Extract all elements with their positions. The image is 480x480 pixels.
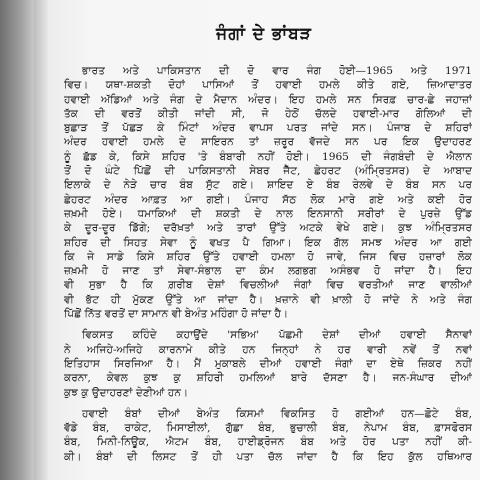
text-line: ਕੀ। ਬੰਬਾਂ ਦੀ ਲਿਸਟ ਤੋਂ ਹੀ ਪਤਾ ਚੱਲ ਜਾਂਦਾ ਹੈ ਕਿ ਇਹ ਕੁੱਲ ਹਥਿਆਰ (64, 450, 472, 463)
text-line: ਹਵਾਈ ਬੰਬਾਂ ਦੀਆਂ ਬੇਅੰਤ ਕਿਸਮਾਂ ਵਿਕਸਿਤ ਹੋ ਗਈਆਂ ਹਨ—ਛੋਟੇ ਬੰਬ, (82, 407, 472, 420)
text-line: ਕਿ ਜੇ ਸਾਡੇ ਕਿਸੇ ਸ਼ਹਿਰ ਉੱਤੇ ਹਵਾਈ ਹਮਲਾ ਹੋ ਜਾਵੇ, ਜਿਸ ਵਿਚ ਹਜ਼ਾਰਾਂ ਲੋਕ (64, 250, 472, 263)
facing-page-edge (0, 0, 34, 480)
paragraph (64, 328, 472, 399)
text-line: ਹਵਾਈ ਅੱਡਿਆਂ ਅਤੇ ਜੰਗ ਦੇ ਮੈਦਾਨ ਅੰਦਰ। ਇਹ ਹਮਲੇ ਸਨ ਸਿਰਫ਼ ਚਾਰ-ਛੇ ਜਹਾਜ਼ਾਂ (64, 93, 472, 106)
text-line: ਜ਼ਖ਼ਮੀ ਹੋ ਜਾਣ ਤਾਂ ਸੇਵਾ-ਸੰਭਾਲ ਦਾ ਕੰਮ ਲਗਭਗ ਅਸੰਭਵ ਹੋ ਜਾਂਦਾ ਹੈ। ਇਹ (64, 265, 472, 278)
text-line: ਵਿਕਸਤ ਕਹਿੰਦੇ ਕਹਾਉਂਦੇ 'ਸਭਿਅ' ਪੱਛਮੀ ਦੇਸ਼ਾਂ ਦੀਆਂ ਹਵਾਈ ਸੈਨਾਵਾਂ (82, 329, 472, 342)
text-line: ਵੱਡੇ ਬੰਬ, ਰਾਕੇਟ, ਮਿਸਾਈਲਾਂ, ਗੁੱਛਾ ਬੰਬ, ਭੁਚਾਲੀ ਬੰਬ, ਨੇਪਾਮ ਬੰਬ, ਫ਼ਾਸਫੋਰਸ (64, 422, 472, 435)
paragraph-gap (64, 400, 472, 407)
text-line: ਵਿਚ। ਯਥਾ-ਸ਼ਕਤੀ ਦੋਹਾਂ ਪਾਸਿਆਂ ਤੋਂ ਹਵਾਈ ਹਮਲੇ ਕੀਤੇ ਗਏ, ਜ਼ਿਆਦਾਤਰ (64, 79, 472, 92)
text-line: ਤੋਂ ਦੋ ਘੰਟੇ ਪਿੱਛੋਂ ਦੀ ਪਾਕਿਸਤਾਨੀ ਸੇਬਰ ਜੈੱਟ, ਛੇਹਰਟ (ਅੰਮ੍ਰਿਤਸਰ) ਦੇ ਆਬਾਦ (64, 165, 472, 178)
text-line: ਇਲਾਕੇ ਦੇ ਨੇੜੇ ਚਾਰ ਬੰਬ ਸੁੱਟ ਗਏ। ਸ਼ਾਇਦ ਏ ਬੰਬ ਰੇਲਵੇ ਦੇ ਬੰਬ ਸਨ ਪਰ (64, 179, 472, 192)
text-line: ਇਤਿਹਾਸ ਸਿਰਜਿਆ ਹੈ। ਮੈਂ ਮੁਕਾਬਲੇ ਦੀਆਂ ਹਵਾਈ ਜੰਗਾਂ ਦਾ ਏਥੇ ਜ਼ਿਕਰ ਨਹੀਂ (64, 357, 472, 370)
text-line: ਕੇ ਦੂਰ-ਦੂਰ ਡਿੱਗੇ; ਦਰੱਖ਼ਤਾਂ ਅਤੇ ਤਾਰਾਂ ਉੱਤੇ ਅਟਕੇ ਵੇਖੇ ਗਏ। ਕੁਝ ਅੰਮ੍ਰਿਤਸਰ (64, 222, 472, 235)
text-line: ਨੂੰ ਛੱਡ ਕੇ, ਕਿਸੇ ਸ਼ਹਿਰ 'ਤੇ ਬੰਬਾਰੀ ਨਹੀਂ ਹੋਈ। 1965 ਦੀ ਜੰਗਬੰਦੀ ਦੇ ਐਲਾਨ (64, 150, 472, 163)
page-body-text (64, 64, 472, 464)
book-gutter (34, 0, 48, 480)
chapter-title: ਜੰਗਾਂ ਦੇ ਭਾਂਬੜ (216, 24, 312, 44)
text-line: ਅੰਦਰ ਹਵਾਈ ਹਮਲੇ ਦੇ ਸਾਇਰਨ ਤਾਂ ਜ਼ਰੂਰ ਵੱਜਦੇ ਸਨ ਪਰ ਇਕ ਉਦਾਹਰਣ (64, 136, 472, 149)
text-line: ਪਿੱਛੋਂ ਨਿੱਤ ਵਰਤੋਂ ਦਾ ਸਾਮਾਨ ਵੀ ਬੇਅੰਤ ਮਹਿੰਗਾ ਹੋ ਜਾਂਦਾ ਹੈ। (64, 308, 289, 321)
text-line: ਜ਼ਖ਼ਮੀ ਹੋਏ। ਧਮਾਕਿਆਂ ਦੀ ਸ਼ਕਤੀ ਦੇ ਨਾਲ ਇਨਸਾਨੀ ਸਰੀਰਾਂ ਦੇ ਪੁਰਜ਼ੇ ਉੱਡ (64, 207, 472, 220)
text-line: ਵੀ ਭੱਟ ਹੀ ਮੁੱਕਣ ਉੱਤੇ ਆ ਜਾਂਦਾ ਹੈ। ਖ਼ਜ਼ਾਨੇ ਵੀ ਖ਼ਾਲੀ ਹੋ ਜਾਂਦੇ ਨੇ ਅਤੇ ਜੰਗ (64, 293, 472, 306)
book-page (48, 0, 480, 480)
text-line: ਬੁਛਾੜ ਤੋਂ ਪੱਛੜ ਕੇ ਮਿੰਟਾਂ ਅੰਦਰ ਵਾਪਸ ਪਰਤ ਜਾਂਦੇ ਸਨ। ਪੰਜਾਬ ਦੇ ਸ਼ਹਿਰਾਂ (64, 122, 472, 135)
text-line: ਤੱਕ ਦੀ ਵਰਤੋਂ ਕੀਤੀ ਜਾਂਦੀ ਸੀ, ਜੋ ਹੇਠੋਂ ਚੱਲਦੇ ਹਵਾਈ-ਮਾਰ ਗੋਲਿਆਂ ਦੀ (64, 107, 472, 120)
text-line: ਕਰਨਾ, ਕੇਵਲ ਕੁਝ ਕੁ ਸ਼ਹਿਰੀ ਹਮਲਿਆਂ ਬਾਰੇ ਦੱਸਣਾ ਹੈ। ਜਨ-ਸੰਘਾਰ ਦੀਆਂ (64, 372, 472, 385)
text-line: ਨੇ ਅਜਿਹੇ-ਅਜਿਹੇ ਕਾਰਨਾਮੇ ਕੀਤੇ ਹਨ ਜਿਨ੍ਹਾਂ ਨੇ ਹਰ ਵਾਰੀ ਨਵੇਂ ਤੋਂ ਨਵਾਂ (64, 343, 472, 356)
text-line: ਛੇਹਰਟ ਅੰਦਰ ਆਫ਼ਤ ਆ ਗਈ। ਪੰਜਾਹ ਸੱਠ ਲੋਕ ਮਾਰੇ ਗਏ ਅਤੇ ਕਈ ਹੋਰ (64, 193, 472, 206)
paragraph (64, 407, 472, 464)
paragraph-gap (64, 321, 472, 328)
text-line: ਭਾਰਤ ਅਤੇ ਪਾਕਿਸਤਾਨ ਦੀ ਦੋ ਵਾਰ ਜੰਗ ਹੋਈ—1965 ਅਤੇ 1971 (82, 65, 472, 77)
text-line: ਸ਼ਹਿਰ ਦੀ ਸਿਹਤ ਸੇਵਾ ਨੂੰ ਵਖਤ ਪੈ ਗਿਆ। ਇਕ ਗੱਲ ਸਮਝ ਅੰਦਰ ਆ ਗਈ (64, 236, 472, 249)
paragraph (64, 64, 472, 321)
text-line: ਵੀ ਸੁਭਾ ਹੈ ਕਿ ਗ਼ਰੀਬ ਦੇਸ਼ਾਂ ਵਿਚਲੀਆਂ ਜੰਗਾਂ ਵਿਚ ਵਰਤੀਆਂ ਜਾਣ ਵਾਲੀਆਂ (64, 279, 472, 292)
text-line: ਬੰਬ, ਮਿਨੀ-ਨਿਊਕ, ਐਟਮ ਬੰਬ, ਹਾਈਡ੍ਰੋਜਨ ਬੰਬ ਅਤੇ ਹੋਰ ਪਤਾ ਨਹੀਂ ਕੀ- (64, 436, 472, 449)
text-line: ਕੁਝ ਕੁ ਉਦਾਹਰਣਾਂ ਦੇਣੀਆਂ ਹਨ। (64, 386, 189, 399)
